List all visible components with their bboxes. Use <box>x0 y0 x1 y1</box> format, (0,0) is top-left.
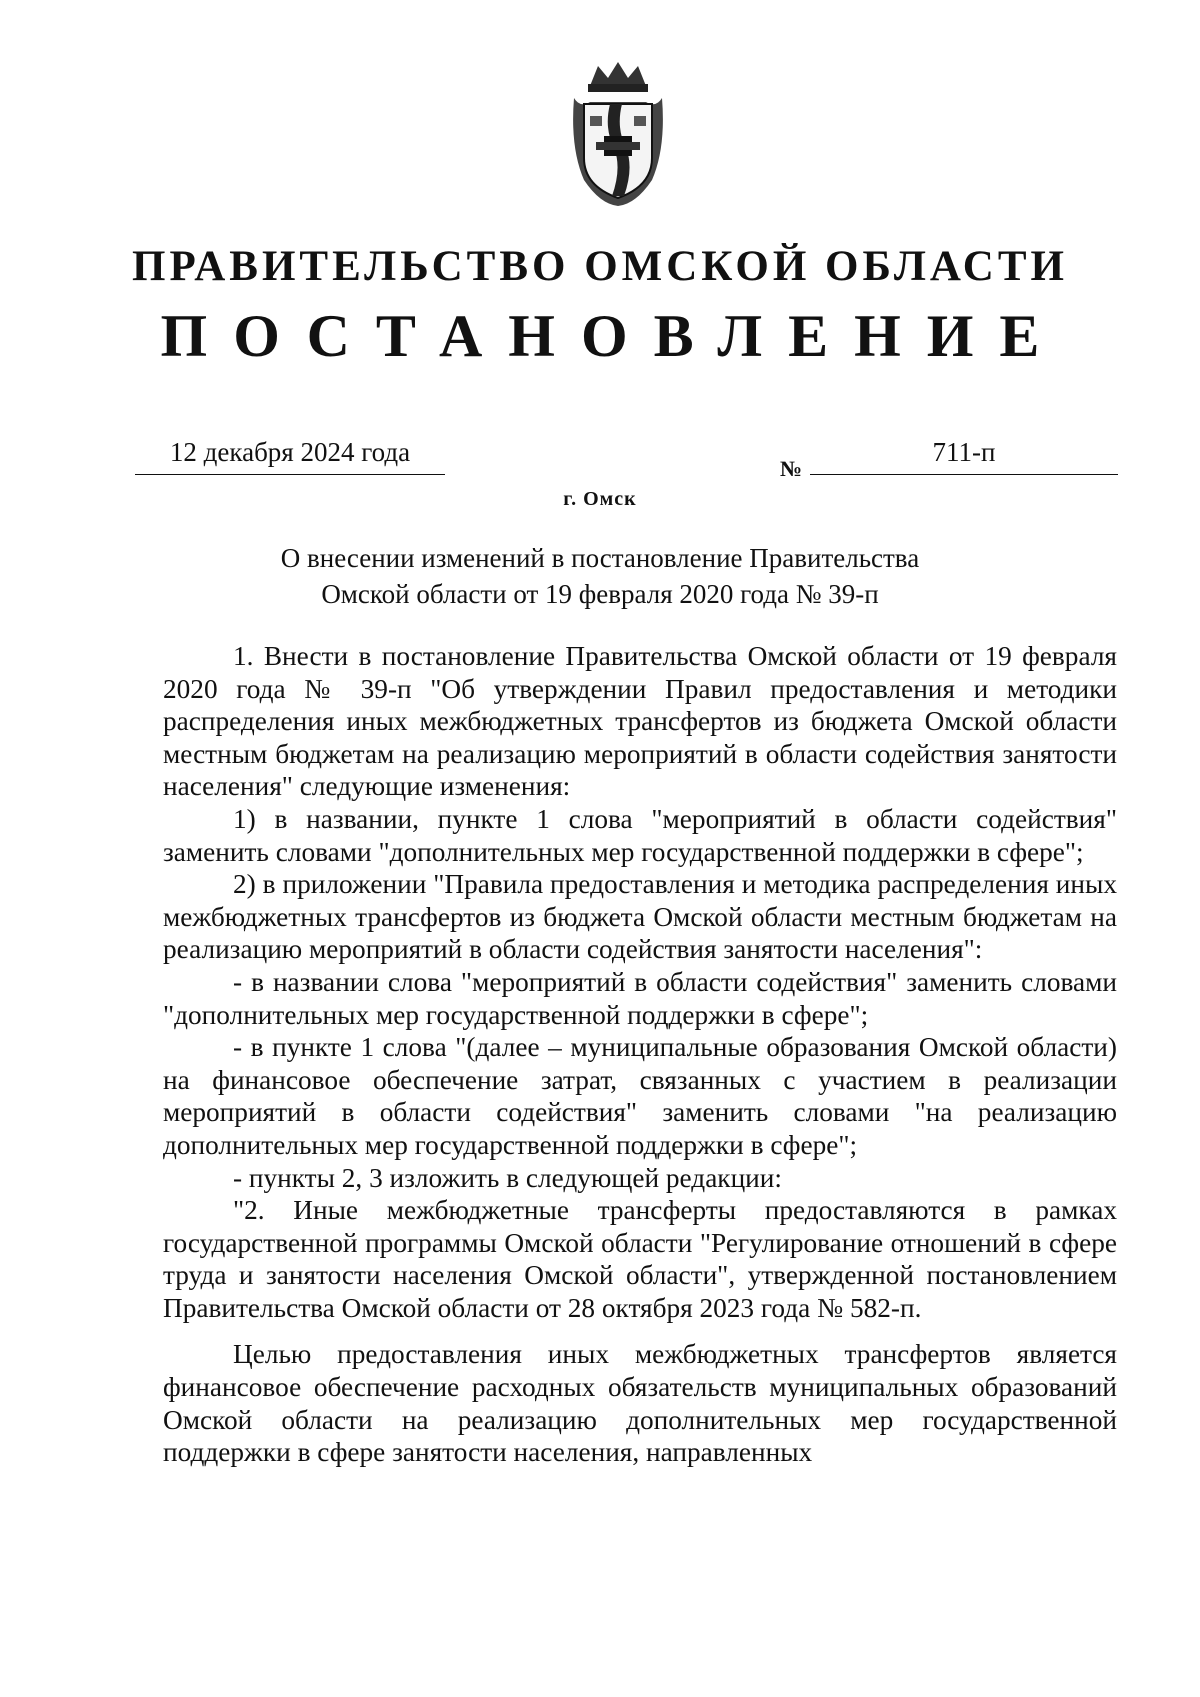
number-sign: № <box>780 456 803 481</box>
document-type-title: ПОСТАНОВЛЕНИЕ <box>160 303 1066 369</box>
document-body <box>163 640 1117 1469</box>
city-label: г. Омск <box>563 488 637 510</box>
body-paragraph: - пункты 2, 3 изложить в следующей редакции: <box>233 1162 782 1193</box>
body-paragraph: 1) в названии, пункте 1 слова "мероприятий в области содействия" заменить словами "дополнительных мер государственной поддержки в сфере"; <box>163 803 1117 867</box>
document-subject <box>0 540 1200 612</box>
body-paragraph: Целью предоставления иных межбюджетных трансфертов является финансовое обеспечение расходных обязательств муниципальных образований Омской области на реализацию дополнительных мер государственной поддержки в сфере занятости населения, направленных <box>163 1339 1117 1468</box>
subject-line: О внесении изменений в постановление Правительства <box>280 543 920 573</box>
document-number: 711-п <box>810 436 1118 475</box>
document-date: 12 декабря 2024 года <box>135 436 445 475</box>
coat-of-arms-icon <box>560 58 676 208</box>
subject-line: Омской области от 19 февраля 2020 года № 39-п <box>321 579 879 609</box>
body-paragraph: - в пункте 1 слова "(далее – муниципальные образования Омской области) на финансовое обеспечение затрат, связанных с участием в реализации мероприятий в области содействия" заменить словами "на реализацию дополнительных мер государственной поддержки в сфере"; <box>163 1032 1117 1160</box>
body-paragraph: 2) в приложении "Правила предоставления и методика распределения иных межбюджетных трансфертов из бюджета Омской области местным бюджетам на реализацию мероприятий в области содействия занятости населения": <box>163 869 1117 965</box>
body-paragraph: - в названии слова "мероприятий в области содействия" заменить словами "дополнительных мер государственной поддержки в сфере"; <box>163 966 1117 1030</box>
body-paragraph: 1. Внести в постановление Правительства Омской области от 19 февраля 2020 года № 39-п "Об утверждении Правил предоставления и методики распределения иных межбюджетных трансфертов из бюджета Омской области местным бюджетам на реализацию мероприятий в области содействия занятости населения" следующие изменения: <box>163 641 1117 802</box>
organization-title: ПРАВИТЕЛЬСТВО ОМСКОЙ ОБЛАСТИ <box>132 243 1068 290</box>
body-paragraph: "2. Иные межбюджетные трансферты предоставляются в рамках государственной программы Омской области "Регулирование отношений в сфере труда и занятости населения Омской области", утвержденной постановлением Правительства Омской области от 28 октября 2023 года № 582-п. <box>163 1195 1117 1323</box>
